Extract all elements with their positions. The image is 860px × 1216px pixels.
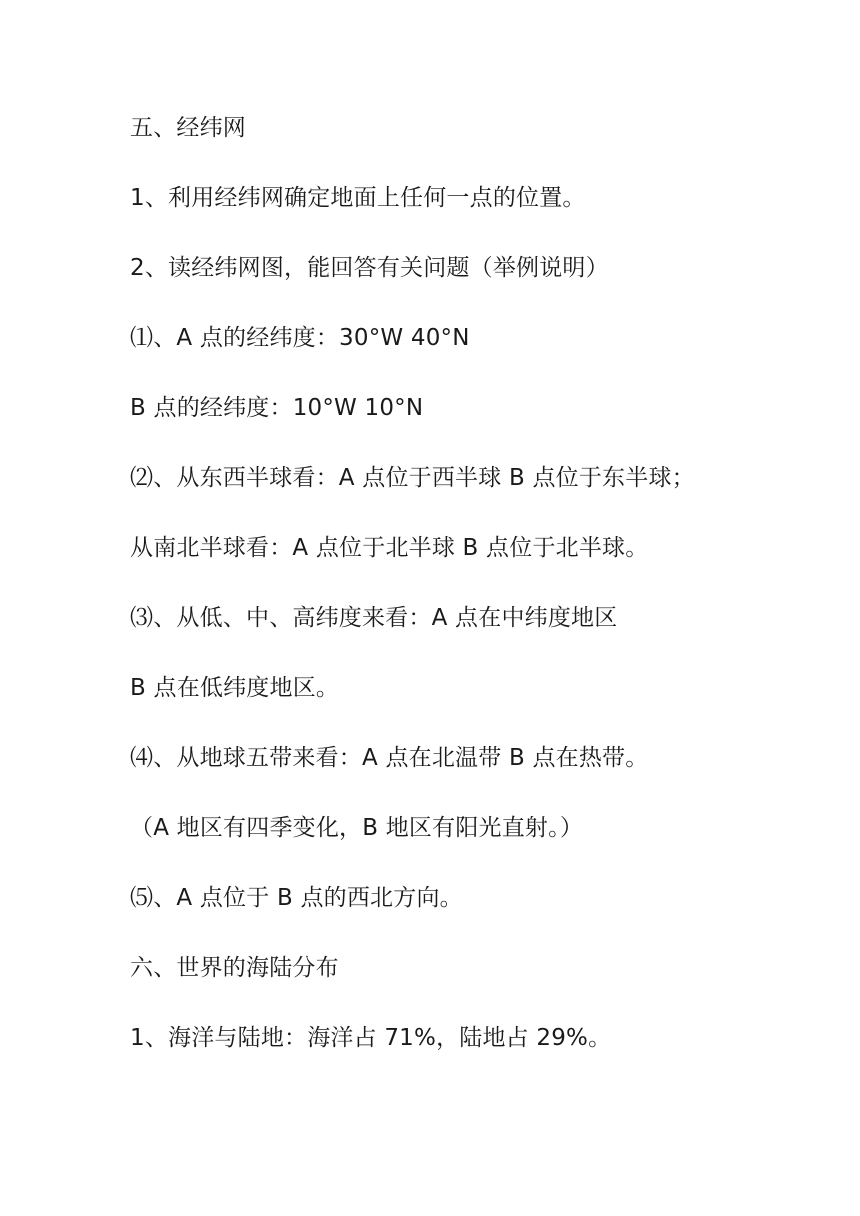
paragraph-line: ⑶、从低、中、高纬度来看：A 点在中纬度地区 bbox=[130, 605, 618, 631]
section-heading-land-sea: 六、世界的海陆分布 bbox=[130, 955, 339, 981]
paragraph-line: ⑴、A 点的经纬度：30°W 40°N bbox=[130, 325, 470, 351]
paragraph-line: 1、利用经纬网确定地面上任何一点的位置。 bbox=[130, 185, 586, 211]
paragraph-line: ⑸、A 点位于 B 点的西北方向。 bbox=[130, 885, 463, 911]
paragraph-line: 2、读经纬网图，能回答有关问题（举例说明） bbox=[130, 255, 609, 281]
paragraph-line: ⑵、从东西半球看：A 点位于西半球 B 点位于东半球； bbox=[130, 465, 695, 491]
paragraph-line: B 点在低纬度地区。 bbox=[130, 675, 340, 701]
paragraph-line: 从南北半球看：A 点位于北半球 B 点位于北半球。 bbox=[130, 535, 649, 561]
paragraph-line: （A 地区有四季变化，B 地区有阳光直射。） bbox=[130, 815, 584, 841]
paragraph-line: B 点的经纬度：10°W 10°N bbox=[130, 395, 424, 421]
paragraph-line: ⑷、从地球五带来看：A 点在北温带 B 点在热带。 bbox=[130, 745, 649, 771]
section-heading-graticule: 五、经纬网 bbox=[130, 115, 246, 141]
paragraph-line: 1、海洋与陆地：海洋占 71%，陆地占 29%。 bbox=[130, 1025, 612, 1051]
